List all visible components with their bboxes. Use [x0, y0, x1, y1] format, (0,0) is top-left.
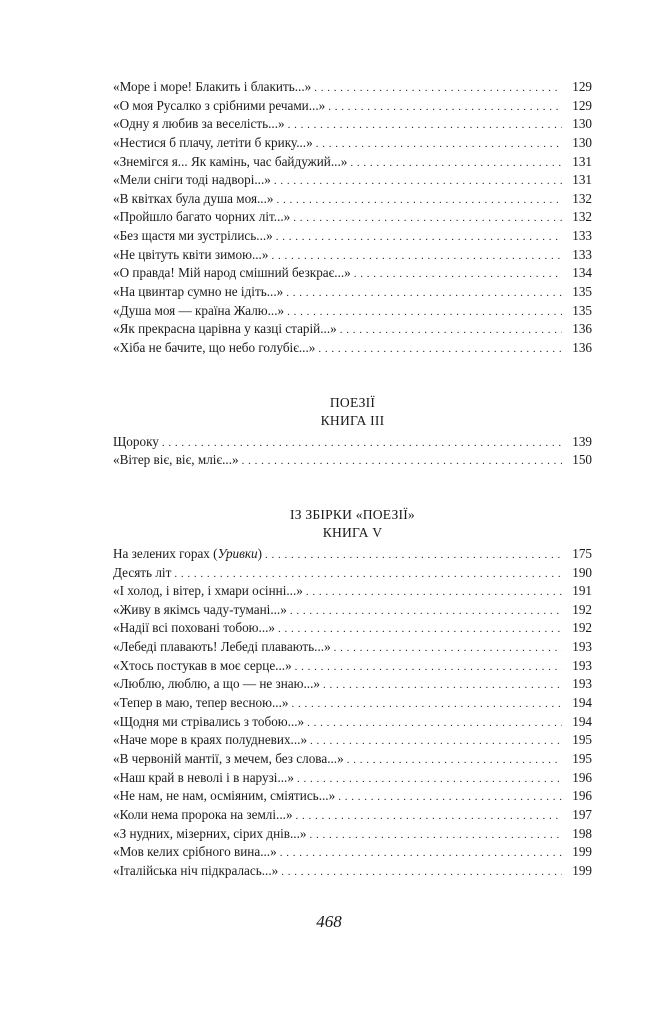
- toc-entry-title: «Мов келих срібного вина...»: [113, 844, 277, 860]
- dot-leader: [286, 284, 562, 303]
- dot-leader: [296, 807, 562, 826]
- toc-entry-title: «Пройшло багато чорних літ...»: [113, 209, 291, 225]
- dot-leader: [174, 565, 562, 584]
- toc-entry-page: 130: [572, 134, 592, 150]
- toc-entry-page: 193: [572, 657, 592, 673]
- toc-entry: [113, 246, 592, 265]
- toc-entry-title: «З нудних, мізерних, сірих днів...»: [113, 825, 307, 841]
- toc-entry-page: 196: [572, 788, 592, 804]
- toc-entry: [113, 190, 592, 209]
- toc-entry: [113, 171, 592, 190]
- section-subheading: КНИГА III: [320, 413, 385, 429]
- dot-leader: [281, 863, 562, 882]
- toc-entry-page: 197: [572, 806, 592, 822]
- toc-entry: [113, 694, 592, 713]
- dot-leader: [290, 602, 562, 621]
- toc-entry: [113, 582, 592, 601]
- dot-leader: [242, 452, 562, 471]
- dot-leader: [278, 620, 562, 639]
- dot-leader: [291, 695, 562, 714]
- toc-entry-page: 199: [572, 844, 592, 860]
- toc-entry-title: «Лебеді плавають! Лебеді плавають...»: [113, 639, 331, 655]
- toc-entry-page: 150: [572, 452, 592, 468]
- toc-entry-title: «В квітках була душа моя...»: [113, 190, 274, 206]
- toc-entry-title: «Наче море в краях полудневих...»: [113, 732, 308, 748]
- toc-entry-title: «Не нам, не нам, осміяним, сміятись...»: [113, 788, 336, 804]
- toc-entry-title: «О правда! Мій народ смішний безкрає...»: [113, 265, 351, 281]
- dot-leader: [310, 826, 563, 845]
- table-of-contents: [113, 78, 592, 880]
- toc-entry-page: 198: [572, 825, 592, 841]
- dot-leader: [293, 209, 562, 228]
- toc-entry-title: «Тепер в маю, тепер весною...»: [113, 695, 289, 711]
- toc-entry: [113, 451, 592, 470]
- section-heading: ІЗ ЗБІРКИ «ПОЕЗІЇ»: [290, 506, 415, 522]
- toc-entry: [113, 825, 592, 844]
- dot-leader: [310, 732, 562, 751]
- toc-entry-title: Щороку: [113, 433, 159, 449]
- dot-leader: [288, 116, 562, 135]
- toc-entry: [113, 564, 592, 583]
- toc-entry-page: 131: [572, 153, 592, 169]
- toc-entry-page: 195: [572, 732, 592, 748]
- toc-entry-title: «Море і море! Блакить і блакить...»: [113, 79, 312, 94]
- toc-entry-title: На зелених горах (Уривки): [113, 545, 263, 561]
- toc-entry: [113, 339, 592, 358]
- toc-entry-page: 130: [572, 116, 592, 132]
- toc-entry-title: «Нестися б плачу, летіти б крику...»: [113, 134, 313, 150]
- toc-entry: [113, 862, 592, 881]
- toc-entry: [113, 750, 592, 769]
- toc-entry: [113, 134, 592, 153]
- dot-leader: [340, 321, 562, 340]
- toc-entry: [113, 302, 592, 321]
- dot-leader: [297, 770, 562, 789]
- toc-entry: [113, 264, 592, 283]
- page-number: 468: [316, 912, 342, 931]
- toc-entry-page: 194: [572, 695, 592, 711]
- toc-entry-page: 132: [572, 190, 592, 206]
- dot-leader: [347, 751, 562, 770]
- toc-entry-page: 133: [572, 228, 592, 244]
- dot-leader: [318, 340, 562, 359]
- toc-entry-page: 193: [572, 676, 592, 692]
- toc-entry: [113, 657, 592, 676]
- toc-entry-page: 136: [572, 321, 592, 337]
- toc-entry: [113, 769, 592, 788]
- section-poezii-knyha-3: [113, 394, 592, 470]
- toc-entry-title: «Люблю, люблю, а що — не знаю...»: [113, 676, 320, 692]
- toc-entry: [113, 78, 592, 97]
- dot-leader: [323, 676, 562, 695]
- toc-entry-title: «Мели сніги тоді надворі...»: [113, 172, 271, 188]
- toc-entry-title: «Одну я любив за веселість...»: [113, 116, 285, 132]
- toc-entry-title: «О моя Русалко з срібними речами...»: [113, 97, 326, 113]
- toc-entry-page: 136: [572, 339, 592, 355]
- toc-entry: [113, 115, 592, 134]
- toc-entry-page: 190: [572, 564, 592, 580]
- toc-entry: [113, 731, 592, 750]
- toc-entry-title: «Живу в якімсь чаду-тумані...»: [113, 601, 287, 617]
- toc-list: [113, 564, 592, 881]
- dot-leader: [271, 247, 562, 266]
- toc-entry-title: «Італійська ніч підкралась...»: [113, 862, 279, 878]
- toc-entry-page: 193: [572, 639, 592, 655]
- dot-leader: [307, 714, 562, 733]
- toc-entry-title: «В червоній мантії, з мечем, без слова...»: [113, 750, 344, 766]
- toc-entry: [113, 713, 592, 732]
- toc-entry-page: 129: [572, 97, 592, 113]
- toc-entry-title: «Не цвітуть квіти зимою...»: [113, 246, 269, 262]
- toc-entry-title: «Хтось постукав в моє серце...»: [113, 657, 292, 673]
- toc-entry-title: «І холод, і вітер, і хмари осінні...»: [113, 583, 303, 599]
- toc-entry-page: 191: [572, 583, 592, 599]
- toc-entry: [113, 283, 592, 302]
- toc-entry-page: 134: [572, 265, 592, 281]
- toc-entry-page: 129: [572, 79, 592, 94]
- toc-entry-page: 132: [572, 209, 592, 225]
- toc-entry-title: «Знемігся я... Як камінь, час байдужий...»: [113, 153, 348, 169]
- toc-entry-page: 195: [572, 750, 592, 766]
- dot-leader: [295, 658, 562, 677]
- toc-entry-title: «Наш край в неволі і в нарузі...»: [113, 769, 294, 785]
- toc-entry: [113, 638, 592, 657]
- dot-leader: [350, 154, 562, 173]
- toc-entry-page: 194: [572, 713, 592, 729]
- toc-entry-page: 135: [572, 302, 592, 318]
- dot-leader: [276, 228, 562, 247]
- dot-leader: [314, 79, 562, 98]
- toc-entry-page: 135: [572, 284, 592, 300]
- toc-entry-title: «Без щастя ми зустрілись...»: [113, 228, 273, 244]
- dot-leader: [306, 583, 562, 602]
- toc-entry: [113, 227, 592, 246]
- section-zbirka-poezii-knyha-5: [113, 506, 592, 881]
- section-spacer: [113, 358, 592, 394]
- dot-leader: [280, 844, 562, 863]
- dot-leader: [277, 191, 563, 210]
- toc-entry: [113, 843, 592, 862]
- section-spacer: [113, 470, 592, 506]
- toc-entry-page: 133: [572, 246, 592, 262]
- toc-entry-title: «Щодня ми стрівались з тобою...»: [113, 713, 305, 729]
- dot-leader: [287, 303, 562, 322]
- toc-entry-title: «Коли нема пророка на землі...»: [113, 806, 293, 822]
- toc-entry-page: 175: [572, 545, 592, 561]
- toc-entry: [113, 787, 592, 806]
- toc-entry: [113, 153, 592, 172]
- toc-entry-page: 192: [572, 601, 592, 617]
- toc-entry-page: 199: [572, 862, 592, 878]
- toc-entry: [113, 545, 592, 564]
- section-subheading: КНИГА V: [322, 525, 383, 541]
- dot-leader: [316, 135, 562, 154]
- toc-entry: [113, 619, 592, 638]
- section-heading: ПОЕЗІЇ: [329, 394, 376, 410]
- toc-entry-title: «Вітер віє, віє, мліє...»: [113, 452, 239, 468]
- toc-list: [113, 433, 592, 470]
- toc-entry-page: 196: [572, 769, 592, 785]
- dot-leader: [274, 172, 562, 191]
- dot-leader: [338, 788, 562, 807]
- toc-entry: [113, 675, 592, 694]
- toc-entry-title: «Душа моя — країна Жалю...»: [113, 302, 285, 318]
- toc-entry: [113, 433, 592, 452]
- toc-entry: [113, 320, 592, 339]
- toc-entry-page: 131: [572, 172, 592, 188]
- toc-entry: [113, 208, 592, 227]
- dot-leader: [334, 639, 562, 658]
- toc-entry-page: 139: [572, 433, 592, 449]
- dot-leader: [265, 546, 562, 565]
- toc-entry-title: Десять літ: [113, 564, 172, 580]
- dot-leader: [354, 265, 562, 284]
- toc-entry-title: «Надії всі поховані тобою...»: [113, 620, 276, 636]
- toc-entry-page: 192: [572, 620, 592, 636]
- toc-entry-title: «Хіба не бачите, що небо голубіє...»: [113, 339, 316, 355]
- toc-entry: [113, 97, 592, 116]
- dot-leader: [328, 98, 562, 117]
- toc-entry: [113, 806, 592, 825]
- toc-entry-title: «На цвинтар сумно не ідіть...»: [113, 284, 284, 300]
- toc-block-1: [113, 78, 592, 358]
- toc-entry: [113, 601, 592, 620]
- toc-entry-title: «Як прекрасна царівна у казці старій...»: [113, 321, 337, 337]
- dot-leader: [162, 434, 562, 453]
